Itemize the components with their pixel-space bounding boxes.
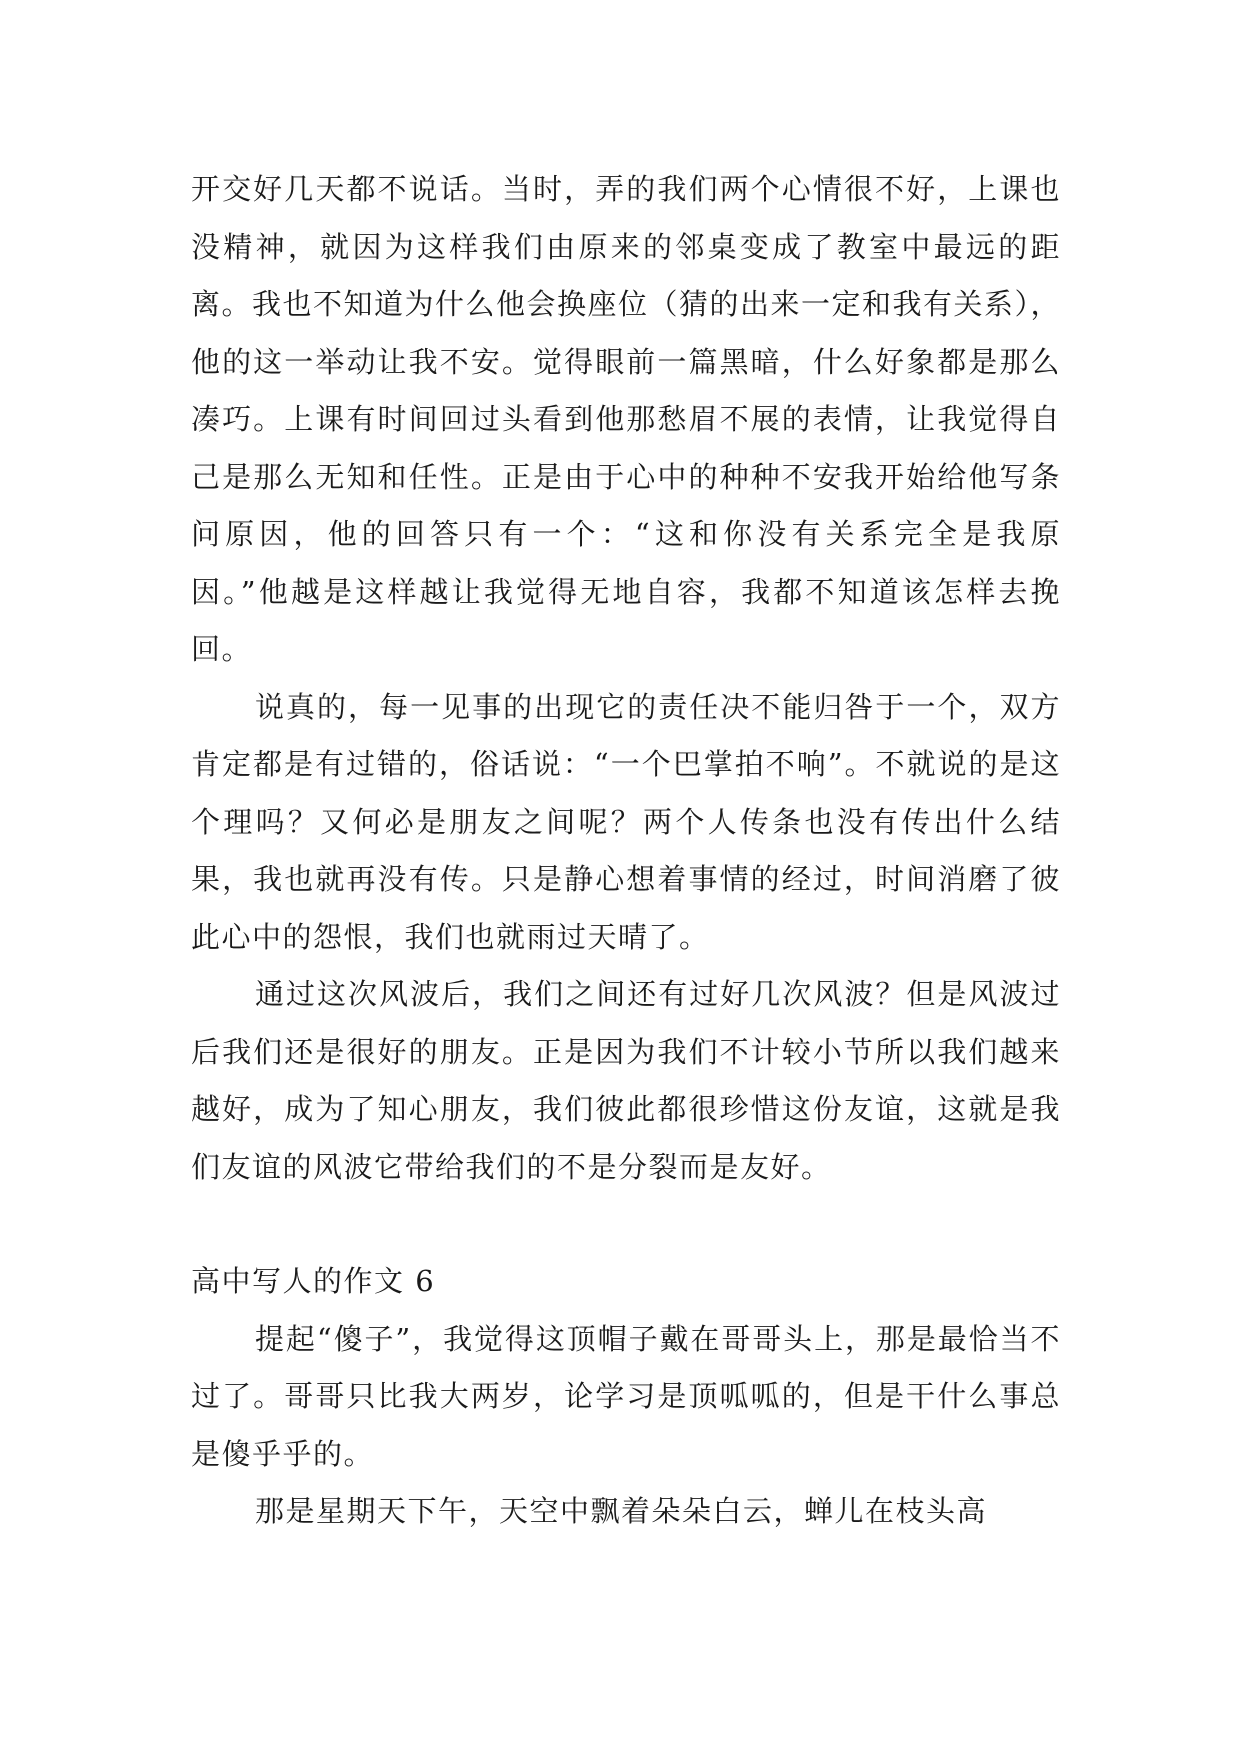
paragraph-1: 开交好几天都不说话。当时，弄的我们两个心情很不好，上课也没精神，就因为这样我们由原来的邻桌变成了教室中最远的距离。我也不知道为什么他会换座位（猜的出来一定和我有关系），他的这一举动让我不安。觉得眼前一篇黑暗，什么好象都是那么凑巧。上课有时间回过头看到他那愁眉不展的表情，让我觉得自己是那么无知和任性。正是由于心中的种种不安我开始给他写条问原因，他的回答只有一个：“这和你没有关系完全是我原因。”他越是这样越让我觉得无地自容，我都不知道该怎样去挽回。: [191, 172, 1062, 666]
paragraph-4: 提起“傻子”，我觉得这顶帽子戴在哥哥头上，那是最恰当不过了。哥哥只比我大两岁，论学习是顶呱呱的，但是干什么事总是傻乎乎的。: [191, 1321, 1061, 1471]
paragraph-2: 说真的，每一见事的出现它的责任决不能归咎于一个，双方肯定都是有过错的，俗话说：“一个巴掌拍不响”。不就说的是这个理吗？又何必是朋友之间呢？两个人传条也没有传出什么结果，我也就再没有传。只是静心想着事情的经过，时间消磨了彼此心中的怨恨，我们也就雨过天晴了。: [191, 689, 1061, 954]
document-body: [191, 161, 1061, 1541]
paragraph-5: 那是星期天下午，天空中飘着朵朵白云，蝉儿在枝头高: [255, 1494, 988, 1528]
section-heading: 高中写人的作文 6: [191, 1264, 436, 1298]
paragraph-3: 通过这次风波后，我们之间还有过好几次风波？但是风波过后我们还是很好的朋友。正是因为我们不计较小节所以我们越来越好，成为了知心朋友，我们彼此都很珍惜这份友谊，这就是我们友谊的风波它带给我们的不是分裂而是友好。: [191, 977, 1061, 1184]
